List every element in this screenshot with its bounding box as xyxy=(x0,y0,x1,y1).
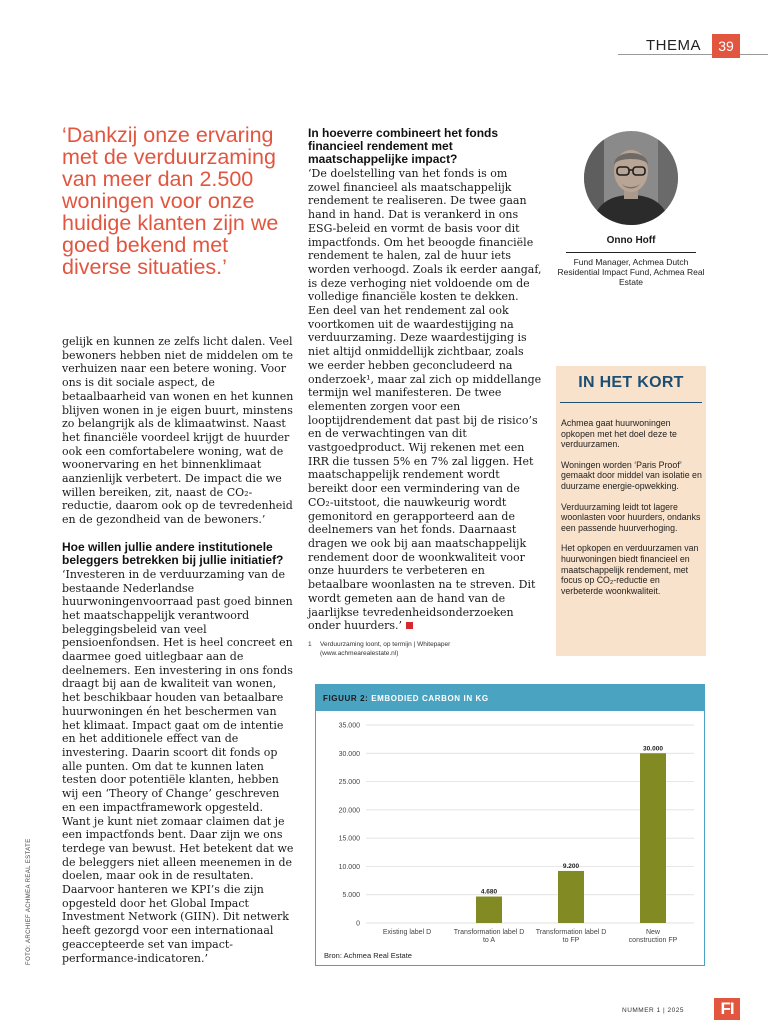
photo-credit-text: FOTO: ARCHIEF ACHMEA REAL ESTATE xyxy=(26,838,32,965)
header-rule xyxy=(618,54,768,55)
left-column xyxy=(62,335,294,965)
figure-source: Bron: Achmea Real Estate xyxy=(324,951,412,960)
question-heading: In hoeverre combineert het fonds financieel rendement met maatschappelijke impact? xyxy=(308,126,499,166)
data-label: 30.000 xyxy=(643,745,663,753)
summary-item: Verduurzaming leidt tot lagere woonlasten voor huurders, ondanks een passende huurverhoging. xyxy=(561,501,701,533)
bar xyxy=(640,753,666,923)
bar xyxy=(558,871,584,923)
x-tick-label: New xyxy=(645,929,661,936)
x-tick-label: to FP xyxy=(562,937,580,944)
portrait-photo xyxy=(584,131,678,225)
y-tick-label: 25.000 xyxy=(338,779,360,787)
middle-column xyxy=(308,127,542,633)
summary-item: Achmea gaat huurwoningen opkopen met het doel deze te verduurzamen. xyxy=(561,418,677,450)
y-tick-label: 10.000 xyxy=(338,863,360,871)
x-tick-label: Transformation label D xyxy=(535,929,607,936)
y-tick-label: 0 xyxy=(356,920,360,928)
photo-credit xyxy=(26,835,40,965)
paragraph-text: ‘De doelstelling van het fonds is om zowel financieel als maatschappelijk rendement te realiseren. De twee gaan hand in hand. Dat is verankerd in ons ESG-beleid en vormt de basis voor dit impactfonds. Om het beoogde financiële rendement te halen, zal de huur iets worden verhoogd. Zoals ik eerder aangaf, is deze verhoging niet voldoende om de volledige financiële kosten te dekken. Een deel van het rendement zal ook voortkomen uit de waardestijging na verduurzaming. Deze waardestijging is niet altijd onmiddellijk zichtbaar, zoals we eerder hebben geconcludeerd na onderzoek¹, maar zal zich op middellange termijn wel manifesteren. De twee elementen zorgen voor een looptijdrendement dat past bij de risico’s en de verwachtingen van dit vastgoedproduct. Wij rekenen met een IRR die tussen 5% en 7% zal liggen. Het maatschappelijk rendement wordt bereikt door een vermindering van de CO₂-uitstoot, die nauwkeurig wordt gemonitord en gerapporteerd aan de deelnemers van het fonds. Daarnaast dragen we ook bij aan maatschappelijk rendement door de woonkwaliteit voor onze huurders te verbeteren en betaalbare woonlasten na te streven. Dit wordt gemeten aan de hand van de jaarlijkse tevredenheidsonderzoeken onder huurders.’ xyxy=(308,167,542,633)
summary-item: Het opkopen en verduurzamen van huurwoningen biedt financieel en maatschappelijk rendement, met focus op CO₂-reductie en verbeterde woonkwaliteit. xyxy=(561,543,699,596)
end-mark-icon xyxy=(406,622,413,629)
data-label: 9.200 xyxy=(562,862,580,870)
footnote-text: Verduurzaming loont, op termijn | Whitepaper (www.achmearealestate.nl) xyxy=(320,641,451,657)
data-label: 4.680 xyxy=(480,888,498,896)
y-tick-label: 35.000 xyxy=(338,722,360,730)
bar-chart xyxy=(316,713,704,951)
paragraph xyxy=(308,167,542,633)
pull-quote: ‘Dankzij onze ervaring met de verduurzaming van meer dan 2.500 woningen voor onze huidige klanten zijn we goed bekend met diverse situaties.’ xyxy=(62,123,279,279)
figure-title: EMBODIED CARBON IN KG xyxy=(371,694,489,703)
figure-label: FIGUUR 2: xyxy=(323,694,369,703)
paragraph: gelijk en kunnen ze zelfs licht dalen. Veel bewoners hebben niet de middelen om te verhuizen naar een betere woning. Voor ons is dit sociale aspect, de betaalbaarheid van wonen en het kunnen blijven wonen in je eigen buurt, minstens zo belangrijk als de klimaatwinst. Naast het financiële voordeel krijgt de huurder ook een comfortabelere woning, wat de woonervaring en het binnenklimaat aanzienlijk verbetert. De impact die we willen bereiken, zit, naast de CO₂-reductie, daarom ook op de tevredenheid en de gezondheid van de bewoners.’ xyxy=(62,335,294,527)
figure-header xyxy=(316,685,704,711)
in-het-kort-box xyxy=(556,366,706,656)
figure-embodied-carbon xyxy=(315,684,705,966)
x-tick-label: to A xyxy=(482,937,496,944)
y-tick-label: 20.000 xyxy=(338,807,360,815)
page-number: 39 xyxy=(712,34,740,58)
question-heading: Hoe willen jullie andere institutionele beleggers betrekken bij jullie initiatief? xyxy=(62,539,284,567)
x-tick-label: Transformation label D xyxy=(453,929,525,936)
issue-label: NUMMER 1 | 2025 xyxy=(622,1007,684,1014)
box-title: IN HET KORT xyxy=(578,374,684,391)
divider xyxy=(560,402,702,403)
summary-item: Woningen worden ‘Paris Proof’ gemaakt door middel van isolatie en duurzame energie-opwekking. xyxy=(561,459,702,491)
magazine-logo: FI xyxy=(714,998,740,1020)
person-name: Onno Hoff xyxy=(606,235,656,246)
person-role: Fund Manager, Achmea Dutch Residential Impact Fund, Achmea Real Estate xyxy=(557,257,705,287)
y-tick-label: 30.000 xyxy=(338,750,360,758)
bar xyxy=(476,897,502,923)
summary-list xyxy=(561,418,703,606)
section-label: THEMA xyxy=(646,37,701,54)
x-tick-label: construction FP xyxy=(628,937,678,944)
divider xyxy=(566,252,696,253)
y-tick-label: 15.000 xyxy=(338,835,360,843)
paragraph: ‘Investeren in de verduurzaming van de bestaande Nederlandse huurwoningenvoorraad past goed binnen het maatschappelijk verantwoord beleggingsbeleid van veel pensioenfondsen. Het is heel concreet en daarmee goed uitlegbaar aan de deelnemers. Een investering in ons fonds draagt bij aan de kwaliteit van wonen, het beschikbaar houden van betaalbare huurwoningen én het beschermen van het klimaat. Impact gaat om de intentie en het additionele effect van de investering. Daarin scoort dit fonds op alle punten. Om dat te kunnen laten testen door potentiële klanten, hebben wij een ‘Theory of Change’ geschreven en een impactframework opgesteld. Want je kunt niet zomaar claimen dat je een impactfonds bent. Daar zijn we ons terdege van bewust. Het betekent dat we de beleggers niet alleen meenemen in de doelen, maar ook in de resultaten. Daarvoor hanteren we KPI’s die zijn opgesteld door het Global Impact Investment Network (GIIN). Dit netwerk heeft gezorgd voor een internationaal geaccepteerde set van impact-performance-indicatoren.’ xyxy=(62,567,294,965)
footnote xyxy=(308,641,528,658)
y-tick-label: 5.000 xyxy=(342,892,360,900)
x-tick-label: Existing label D xyxy=(382,929,432,936)
footnote-number: 1 xyxy=(308,641,312,648)
